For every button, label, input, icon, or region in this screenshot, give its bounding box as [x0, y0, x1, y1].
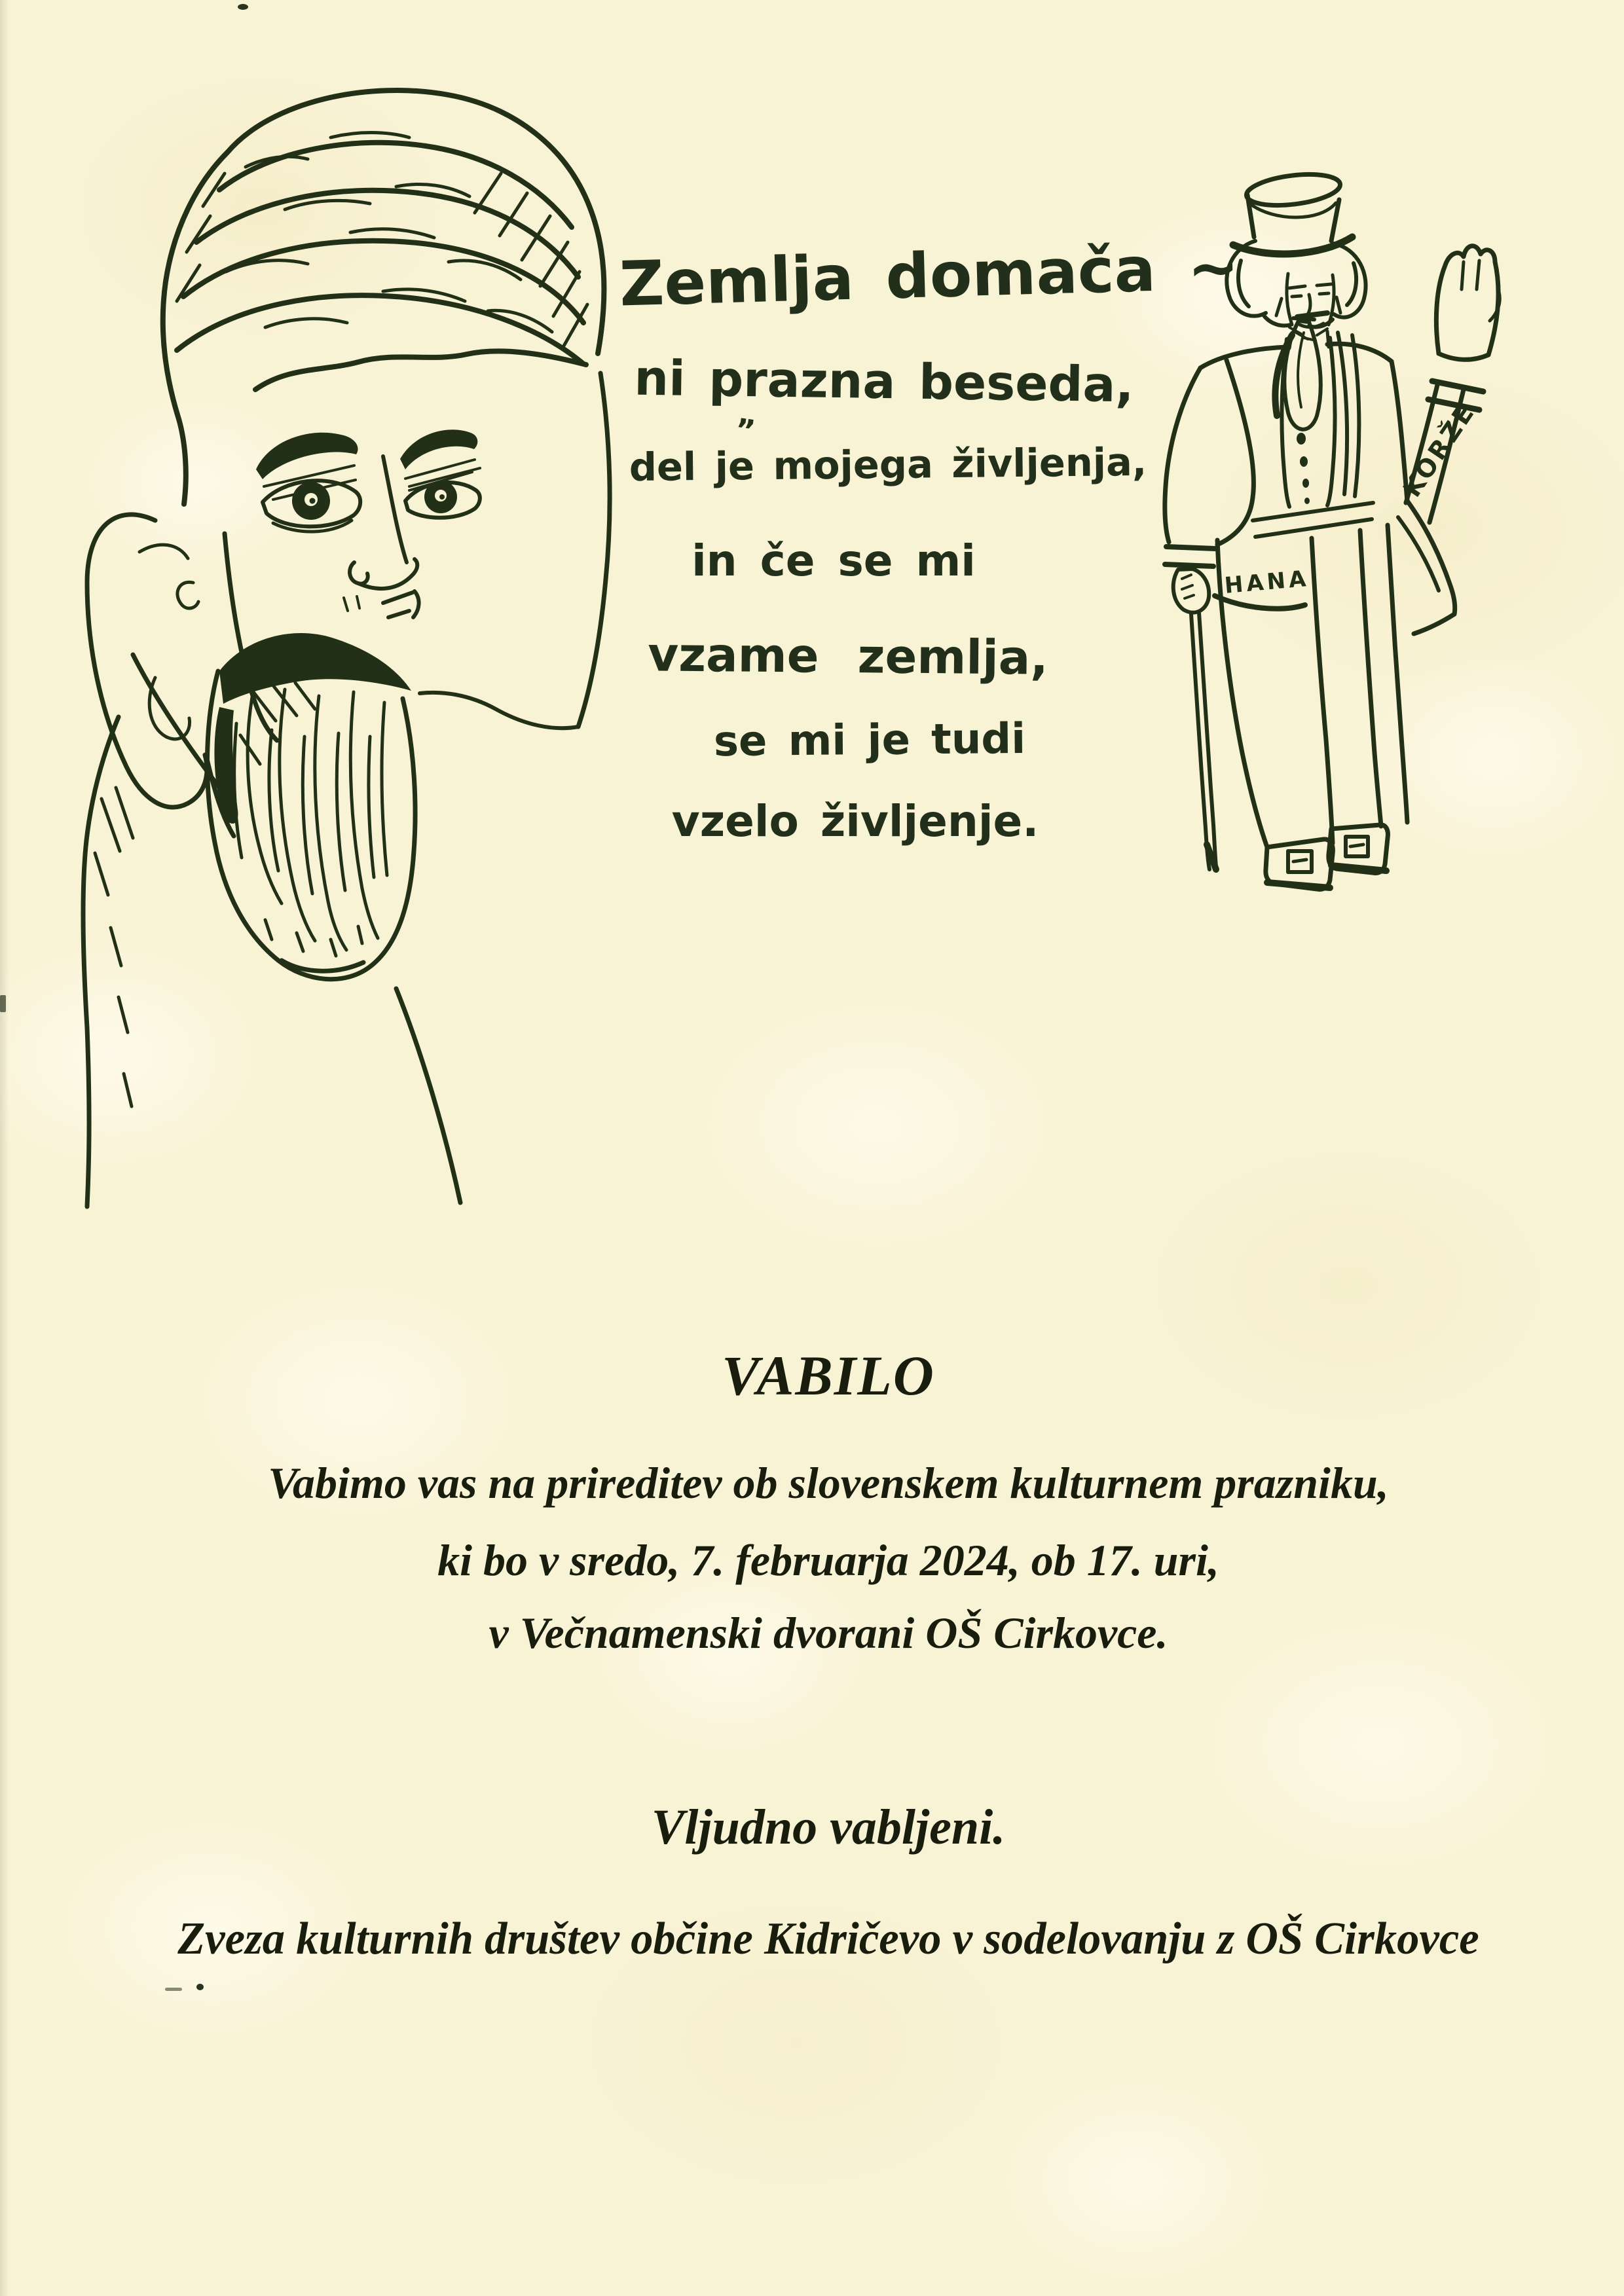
trousers [1215, 525, 1407, 847]
quote-line: vzelo življenje. [671, 796, 1039, 847]
beard [208, 633, 578, 979]
invitation-body-line: ki bo v sredo, 7. februarja 2024, ob 17. uri, [437, 1535, 1219, 1585]
woven-cap [163, 90, 604, 504]
mustache [383, 591, 419, 617]
invitation-organizer: Zveza kulturnih društev občine Kidričevo v sodelovanju z OŠ Cirkovce [177, 1914, 1479, 1964]
quote-ditto-mark: ” [733, 411, 758, 449]
ear [87, 515, 207, 807]
quote-line: ni prazna beseda, [633, 350, 1135, 414]
right-eyebrow [400, 429, 477, 469]
scan-speck [196, 1984, 204, 1990]
cane-arm [1165, 547, 1216, 869]
quote-line: se mi je tudi [713, 714, 1026, 767]
left-eyebrow [256, 433, 358, 479]
left-eye [263, 481, 360, 532]
leg-label-hana: HANA [1223, 565, 1310, 599]
quote-line: Zemlja domača ~ [618, 232, 1240, 321]
shoes [1266, 825, 1388, 890]
scan-speck [0, 995, 6, 1012]
quote-line: del je mojega življenja, [629, 439, 1147, 490]
scan-speck [238, 4, 248, 10]
quote-line: in če se mi [692, 536, 976, 586]
raised-hand-arm [1397, 246, 1500, 522]
nose [350, 456, 417, 589]
handwritten-quote [583, 232, 1240, 883]
invitation-closing: Vljudno vabljeni. [651, 1800, 1006, 1855]
invitation-body-line: Vabimo vas na prireditev ob slovenskem kulturnem prazniku, [268, 1458, 1389, 1508]
cane [1191, 613, 1216, 869]
top-hat-gentleman-drawing [1136, 164, 1516, 956]
invitation-title: VABILO [722, 1344, 935, 1407]
quote-line: vzame zemlja, [647, 627, 1049, 685]
invitation-body-line: v Večnamenski dvorani OŠ Cirkovce. [489, 1608, 1168, 1658]
scan-speck [165, 1988, 182, 1991]
arm-label-korze: KORŽE [1397, 397, 1481, 503]
